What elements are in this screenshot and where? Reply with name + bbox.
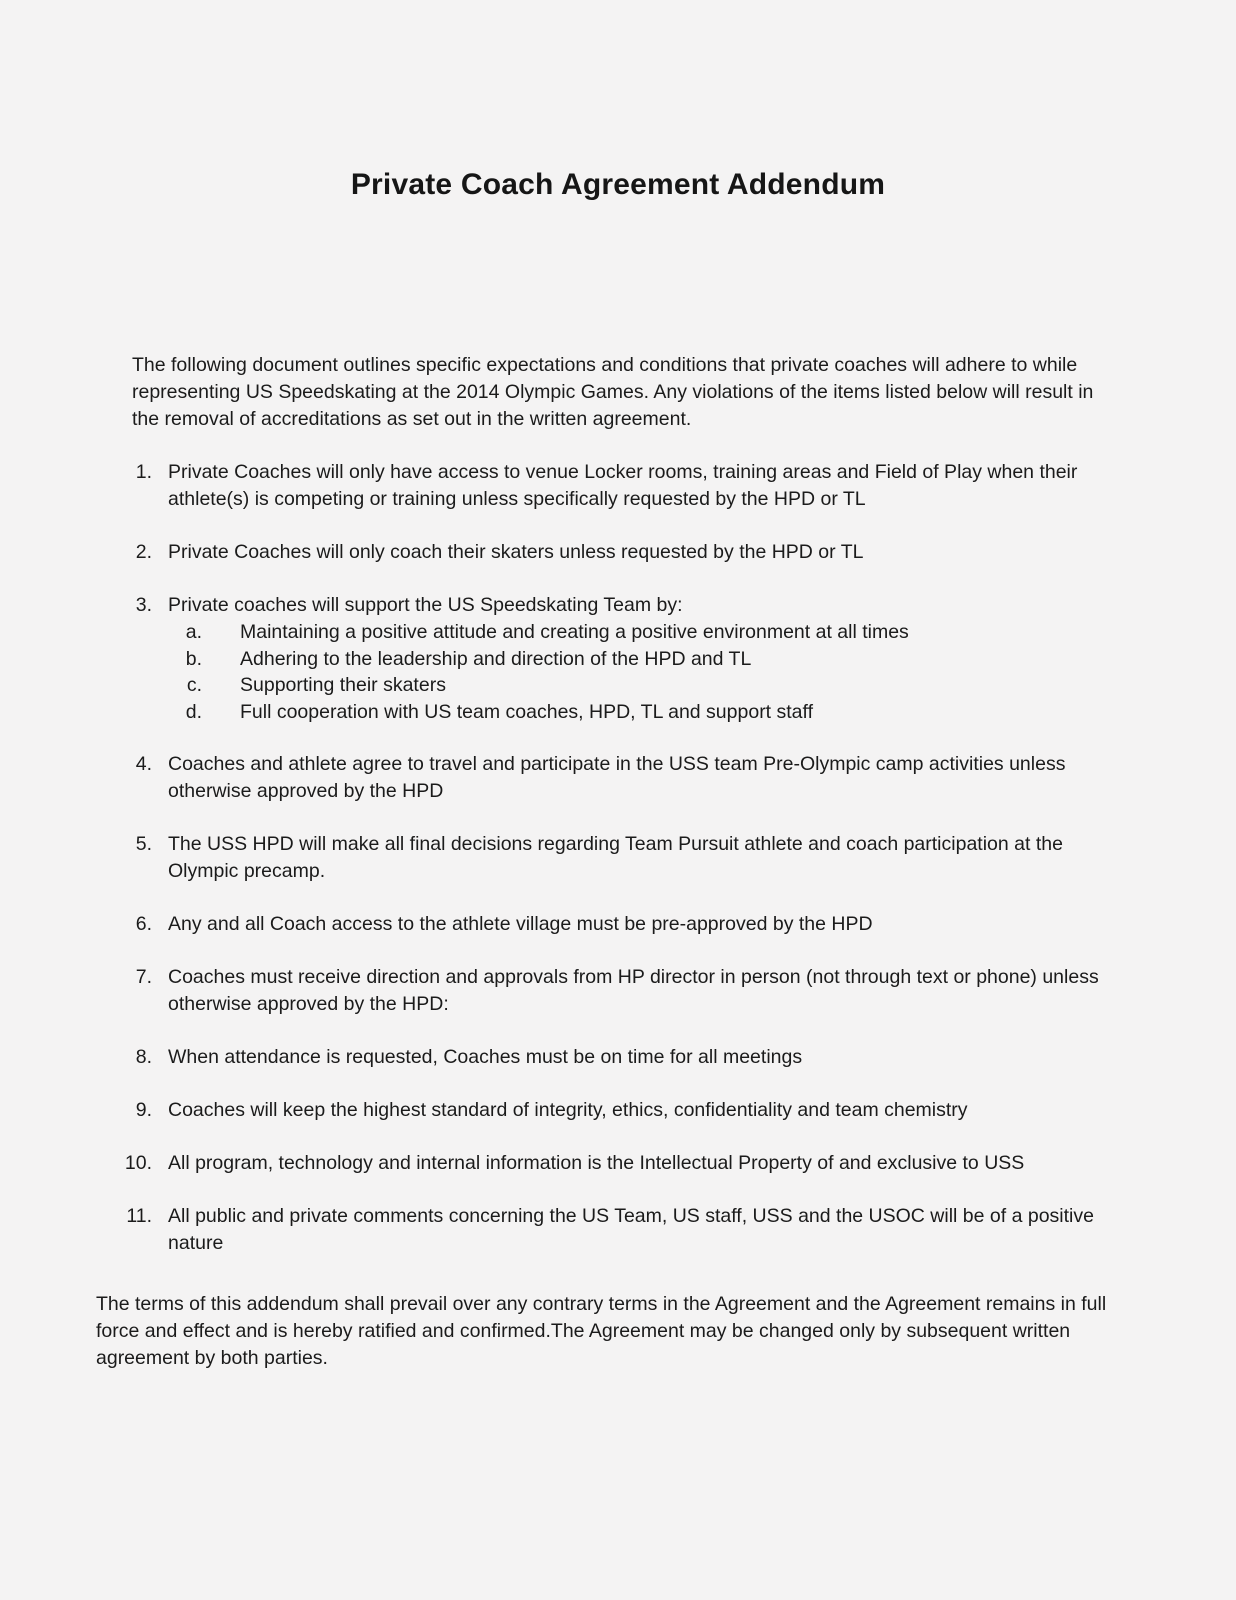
list-item-number: 11. — [126, 1205, 152, 1227]
sublist-item-text: Adhering to the leadership and direction of the HPD and TL — [240, 647, 752, 670]
sublist-item-text: Supporting their skaters — [240, 674, 446, 696]
list-item-text: Private Coaches will only have access to venue Locker rooms, training areas and Field of Play when their athlete(s) is competing or training unless specifically requested by the HPD or TL — [168, 461, 1078, 510]
list-item-number: 3. — [135, 594, 152, 616]
sublist-item-text: Maintaining a positive attitude and creating a positive environment at all times — [240, 621, 909, 643]
list-item — [96, 592, 1106, 725]
list-item — [96, 459, 1106, 513]
list-item-number: 7. — [135, 966, 152, 988]
lettered-sublist — [168, 619, 1106, 725]
intro-paragraph: The following document outlines specific expectations and conditions that private coaches will adhere to while representing US Speedskating at the 2014 Olympic Games. Any violations of the items listed below will result in the removal of accreditations as set out in the written agreement. — [132, 354, 1094, 430]
list-item-number: 10. — [124, 1152, 152, 1174]
list-item-text: Coaches must receive direction and approvals from HP director in person (not through text or phone) unless otherwise approved by the HPD: — [168, 966, 1099, 1015]
list-item-number: 5. — [135, 833, 152, 855]
list-item — [96, 1097, 1106, 1124]
list-item — [168, 619, 1106, 646]
sublist-item-letter: c. — [186, 674, 202, 696]
list-item — [96, 964, 1106, 1018]
list-item-text: Coaches and athlete agree to travel and participate in the USS team Pre-Olympic camp activities unless otherwise approved by the HPD — [168, 753, 1066, 802]
list-item — [96, 831, 1106, 885]
page-title: Private Coach Agreement Addendum — [350, 168, 886, 201]
document-body — [96, 352, 1136, 1372]
list-item-text: Coaches will keep the highest standard of integrity, ethics, confidentiality and team chemistry — [168, 1099, 968, 1121]
list-item — [96, 1044, 1106, 1071]
sublist-item-letter: b. — [185, 647, 202, 670]
numbered-clause-list — [96, 459, 1106, 1257]
list-item — [96, 1150, 1106, 1177]
list-item-text: The USS HPD will make all final decisions regarding Team Pursuit athlete and coach participation at the Olympic precamp. — [168, 833, 1063, 882]
list-item-number: 1. — [135, 461, 152, 483]
sublist-item-letter: d. — [185, 700, 202, 723]
list-item — [96, 1203, 1106, 1257]
list-item-text: When attendance is requested, Coaches must be on time for all meetings — [168, 1046, 803, 1068]
list-item — [96, 911, 1106, 938]
list-item-text: Any and all Coach access to the athlete village must be pre-approved by the HPD — [168, 913, 873, 935]
list-item-text: All program, technology and internal information is the Intellectual Property of and exclusive to USS — [168, 1152, 1025, 1174]
list-item-number: 4. — [135, 753, 152, 775]
list-item — [168, 646, 1106, 673]
list-item-number: 6. — [135, 913, 152, 935]
list-item — [96, 751, 1106, 805]
list-item — [168, 672, 1106, 699]
closing-paragraph: The terms of this addendum shall prevail over any contrary terms in the Agreement and the Agreement remains in full force and effect and is hereby ratified and confirmed.The Agreement may be changed only by subsequent written agreement by both parties. — [96, 1293, 1107, 1369]
list-item-number: 2. — [135, 541, 152, 563]
list-item — [96, 539, 1106, 566]
list-item-text: All public and private comments concerning the US Team, US staff, USS and the USOC will be of a positive nature — [168, 1205, 1094, 1254]
list-item-text: Private coaches will support the US Speedskating Team by: — [168, 594, 683, 616]
list-item-text: Private Coaches will only coach their skaters unless requested by the HPD or TL — [168, 541, 864, 563]
list-item — [168, 699, 1106, 726]
sublist-item-letter: a. — [185, 621, 202, 643]
list-item-number: 9. — [135, 1099, 152, 1121]
sublist-item-text: Full cooperation with US team coaches, HPD, TL and support staff — [240, 700, 814, 723]
list-item-number: 8. — [135, 1046, 152, 1068]
